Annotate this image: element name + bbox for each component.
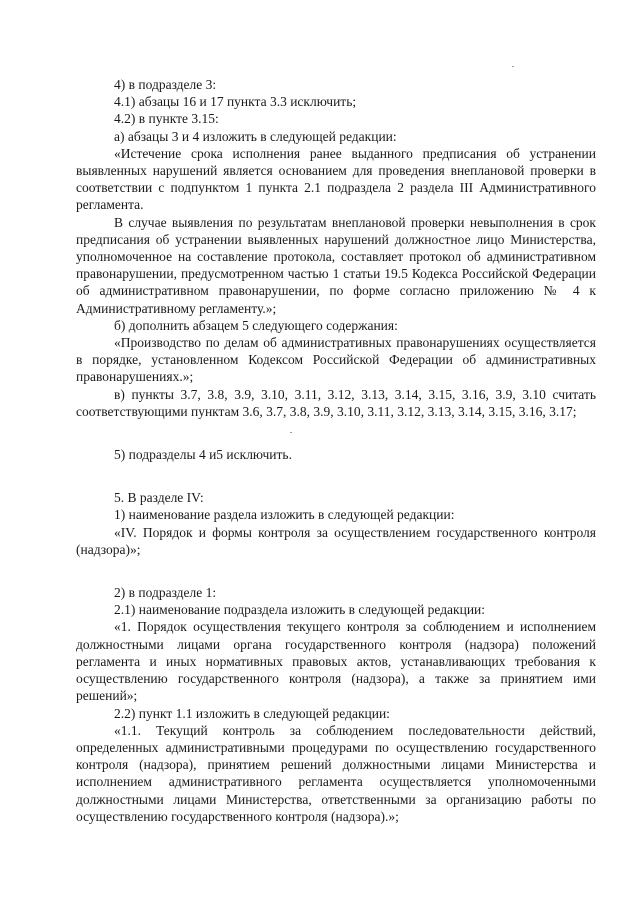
paragraph: 4.1) абзацы 16 и 17 пункта 3.3 исключить;	[114, 94, 357, 110]
paragraph: в) пункты 3.7, 3.8, 3.9, 3.10, 3.11, 3.12, 3.13, 3.14, 3.15, 3.16, 3.9, 3.10 считать соответствующими пунктам 3.6, 3.7, 3.8, 3.9, 3.10, 3.11, 3.12, 3.13, 3.14, 3.15, 3.16, 3.17;	[76, 386, 596, 419]
paragraph: 2) в подразделе 1:	[114, 585, 217, 601]
paragraph: «1. Порядок осуществления текущего контроля за соблюдением и исполнением должностными лицами органа государственного контроля (надзора) положений регламента и иных нормативных правовых актов, устанавливающих требования к осуществлению государственного контроля (надзора), а также за принятием ими решений»;	[76, 619, 596, 704]
paragraph: 5. В разделе IV:	[114, 490, 204, 506]
spacer	[76, 420, 596, 446]
document-body	[76, 76, 596, 825]
paragraph: 1) наименование раздела изложить в следующей редакции:	[114, 507, 455, 523]
paragraph: «1.1. Текущий контроль за соблюдением последовательности действий, определенных административными процедурами по осуществлению государственного контроля (надзора), принятием решений должностными лицами Министерства и исполнением административного регламента осуществляется уполномоченными должностными лицами Министерства, ответственными за организацию работы по осуществлению государственного контроля (надзора).»;	[76, 722, 596, 824]
paragraph: 2.2) пункт 1.1 изложить в следующей редакции:	[114, 705, 390, 721]
paragraph: «Истечение срока исполнения ранее выданного предписания об устранении выявленных нарушений является основанием для проведения внеплановой проверки в соответствии с подпунктом 1 пункта 2.1 подраздела 2 раздела III Административного регламента.	[76, 145, 596, 213]
paragraph: б) дополнить абзацем 5 следующего содержания:	[114, 317, 398, 333]
paragraph: 2.1) наименование подраздела изложить в следующей редакции:	[114, 602, 486, 618]
paragraph: а) абзацы 3 и 4 изложить в следующей редакции:	[114, 128, 397, 144]
spacer	[76, 558, 596, 584]
paragraph: 5) подразделы 4 и5 исключить.	[114, 447, 292, 463]
scan-speck	[512, 66, 514, 67]
paragraph: «IV. Порядок и формы контроля за осуществлением государственного контроля (надзора)»;	[76, 524, 596, 557]
paragraph: В случае выявления по результатам внеплановой проверки невыполнения в срок предписания об устранении выявленных нарушений должностное лицо Министерства, уполномоченное на составление протокола, составляет протокол об административном правонарушении, предусмотренном частью 1 статьи 19.5 Кодекса Российской Федерации об административном правонарушении, по форме согласно приложению № 4 к Административному регламенту.»;	[76, 214, 596, 316]
paragraph: 4.2) в пункте 3.15:	[114, 111, 219, 127]
paragraph: «Производство по делам об административных правонарушениях осуществляется в порядке, установленном Кодексом Российской Федерации об административных правонарушениях.»;	[76, 335, 596, 385]
spacer	[76, 463, 596, 489]
paragraph: 4) в подразделе 3:	[114, 77, 217, 92]
